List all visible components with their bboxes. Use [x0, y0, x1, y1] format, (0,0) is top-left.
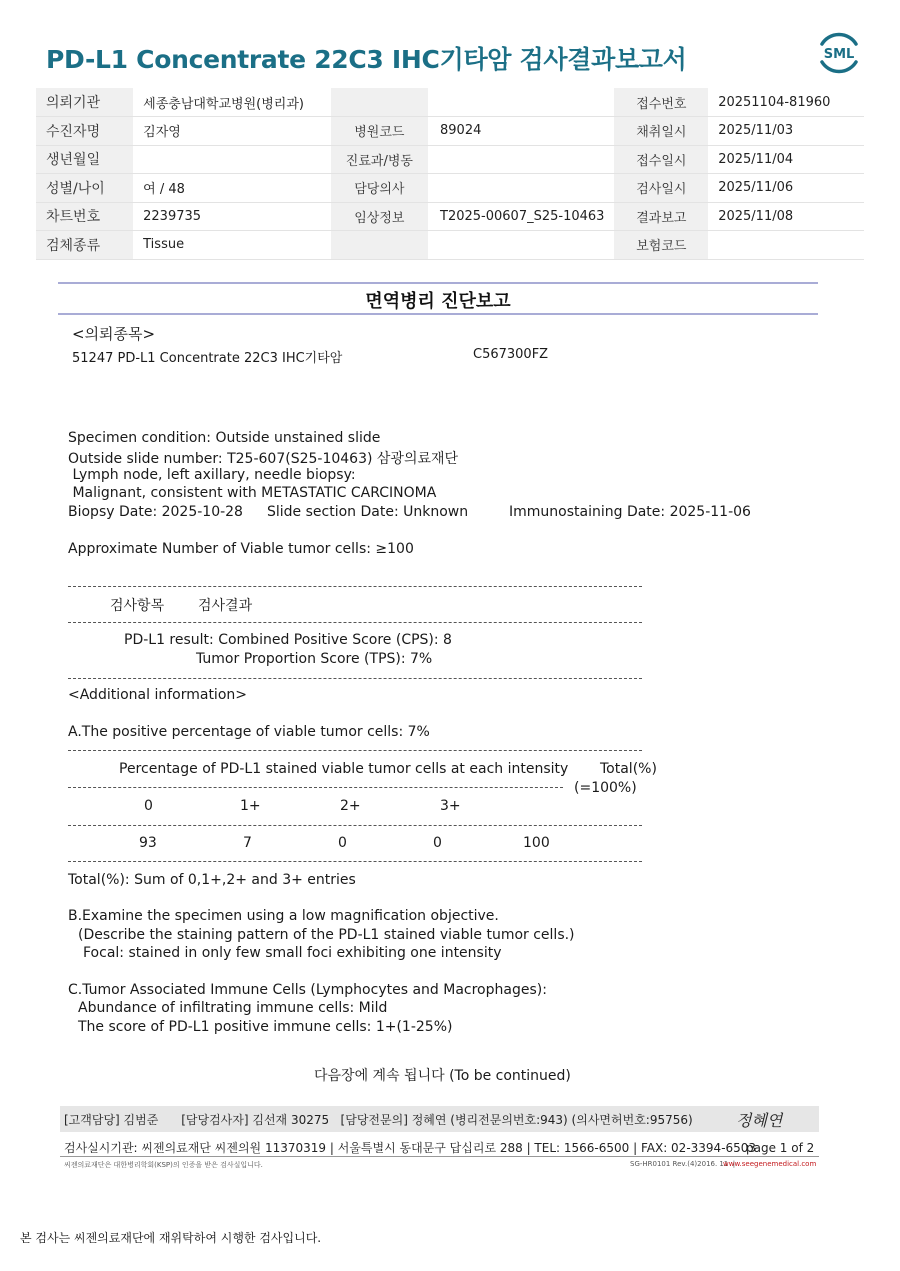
info-value: [428, 145, 614, 174]
info-value: T2025-00607_S25-10463: [428, 202, 614, 231]
info-label: 채취일시: [614, 117, 708, 146]
form-code: SG-HR0101 Rev.(4)2016. 11 |: [630, 1160, 736, 1168]
order-code: C567300FZ: [473, 347, 549, 362]
info-value: [708, 231, 864, 260]
section-bottom-rule: [58, 313, 818, 315]
info-label: 보험코드: [614, 231, 708, 260]
cps-result: PD-L1 result: Combined Positive Score (CPS): 8: [124, 632, 452, 648]
section-b-line-2: Focal: stained in only few small foci exhibiting one intensity: [83, 945, 502, 961]
bottom-note: 본 검사는 씨젠의료재단에 재위탁하여 시행한 검사입니다.: [20, 1231, 322, 1245]
stain-date: Immunostaining Date: 2025-11-06: [509, 504, 751, 520]
staff-line: [고객담당] 김범준 [담당검사자] 김선재 30275 [담당전문의] 정혜연 (병리전문의번호:943) (의사면허번호:95756): [64, 1113, 693, 1127]
total-note: Total(%): Sum of 0,1+,2+ and 3+ entries: [68, 872, 356, 888]
info-row: [36, 117, 864, 146]
info-value: [133, 145, 331, 174]
col-result-header: 검사결과: [198, 598, 253, 614]
divider: [68, 586, 642, 587]
info-value: 2025/11/06: [708, 174, 864, 203]
intensity-label-0: 0: [144, 798, 153, 814]
order-heading: <의뢰종목>: [72, 325, 156, 343]
divider: [68, 787, 563, 788]
info-value: 세종충남대학교병원(병리과): [133, 88, 331, 117]
section-a: A.The positive percentage of viable tumor cells: 7%: [68, 724, 430, 740]
total-subheader: (=100%): [574, 780, 637, 796]
continued-note: 다음장에 계속 됩니다 (To be continued): [314, 1068, 571, 1084]
total-header: Total(%): [600, 761, 657, 777]
section-date: Slide section Date: Unknown: [267, 504, 469, 520]
specimen-condition: Specimen condition: Outside unstained slide: [68, 430, 381, 446]
info-label: 차트번호: [36, 202, 133, 231]
info-label: 접수번호: [614, 88, 708, 117]
section-title: 면역병리 진단보고: [365, 291, 511, 312]
intensity-label-3plus: 3+: [440, 798, 461, 814]
sml-logo: [814, 28, 864, 78]
lab-line: 검사실시기관: 씨젠의료재단 씨젠의원 11370319 | 서울특별시 동대문구 답십리로 288 | TEL: 1566-6500 | FAX: 02-3394-6503: [64, 1141, 757, 1155]
logo-text: SML: [823, 47, 855, 62]
info-row: [36, 202, 864, 231]
section-c-line-2: The score of PD-L1 positive immune cells: 1+(1-25%): [78, 1019, 453, 1035]
website-link[interactable]: www.seegenemedical.com: [723, 1160, 817, 1168]
intensity-header: Percentage of PD-L1 stained viable tumor cells at each intensity: [119, 761, 569, 777]
intensity-value-3plus: 0: [433, 835, 442, 851]
info-label: 진료과/병동: [331, 145, 428, 174]
info-row: [36, 145, 864, 174]
info-label: 임상정보: [331, 202, 428, 231]
info-value: Tissue: [133, 231, 331, 260]
info-label: 접수일시: [614, 145, 708, 174]
intensity-label-2plus: 2+: [340, 798, 361, 814]
info-value: [428, 174, 614, 203]
info-label: 수진자명: [36, 117, 133, 146]
divider: [68, 861, 642, 862]
info-value: 2239735: [133, 202, 331, 231]
diagnosis: Malignant, consistent with METASTATIC CARCINOMA: [68, 485, 437, 501]
viable-cells: Approximate Number of Viable tumor cells: ≥100: [68, 541, 414, 557]
info-label: [331, 231, 428, 260]
info-row: [36, 231, 864, 260]
section-c-line-1: Abundance of infiltrating immune cells: Mild: [78, 1000, 388, 1016]
specimen-site: Lymph node, left axillary, needle biopsy:: [68, 467, 356, 483]
section-b: B.Examine the specimen using a low magnification objective.: [68, 908, 499, 924]
total-value: 100: [523, 835, 550, 851]
info-value: 여 / 48: [133, 174, 331, 203]
footer-rule: [60, 1156, 819, 1157]
additional-info-heading: <Additional information>: [68, 687, 247, 703]
intensity-value-0: 93: [139, 835, 157, 851]
report-title: PD-L1 Concentrate 22C3 IHC기타암 검사결과보고서: [46, 45, 687, 74]
divider: [68, 825, 642, 826]
info-value: 김자영: [133, 117, 331, 146]
patient-info-table: [36, 88, 864, 260]
info-value: 2025/11/08: [708, 202, 864, 231]
info-row: [36, 88, 864, 117]
page-number: page 1 of 2: [746, 1141, 815, 1155]
order-item: 51247 PD-L1 Concentrate 22C3 IHC기타암: [72, 351, 343, 366]
info-label: 성별/나이: [36, 174, 133, 203]
divider: [68, 750, 642, 751]
info-row: [36, 174, 864, 203]
info-value: 89024: [428, 117, 614, 146]
certification-note: 씨젠의료재단은 대한병리학회(KSP)의 인증을 받은 검사실입니다.: [64, 1161, 263, 1169]
info-label: 생년월일: [36, 145, 133, 174]
col-item-header: 검사항목: [110, 598, 165, 614]
info-label: 결과보고: [614, 202, 708, 231]
info-value: [428, 231, 614, 260]
outside-slide: Outside slide number: T25-607(S25-10463) 삼광의료재단: [68, 451, 459, 467]
info-label: 담당의사: [331, 174, 428, 203]
intensity-label-1plus: 1+: [240, 798, 261, 814]
section-b-line-1: (Describe the staining pattern of the PD-L1 stained viable tumor cells.): [78, 927, 575, 943]
divider: [68, 678, 642, 679]
info-value: 2025/11/03: [708, 117, 864, 146]
info-value: 20251104-81960: [708, 88, 864, 117]
info-label: [331, 88, 428, 117]
section-top-rule: [58, 282, 818, 284]
section-c: C.Tumor Associated Immune Cells (Lymphocytes and Macrophages):: [68, 982, 547, 998]
tps-result: Tumor Proportion Score (TPS): 7%: [196, 651, 433, 667]
info-value: [428, 88, 614, 117]
biopsy-date: Biopsy Date: 2025-10-28: [68, 504, 243, 520]
info-label: 병원코드: [331, 117, 428, 146]
divider: [68, 622, 642, 623]
info-value: 2025/11/04: [708, 145, 864, 174]
info-label: 검사일시: [614, 174, 708, 203]
intensity-value-2plus: 0: [338, 835, 347, 851]
intensity-value-1plus: 7: [243, 835, 252, 851]
signature: 정혜연: [736, 1111, 783, 1130]
info-label: 의뢰기관: [36, 88, 133, 117]
info-label: 검체종류: [36, 231, 133, 260]
